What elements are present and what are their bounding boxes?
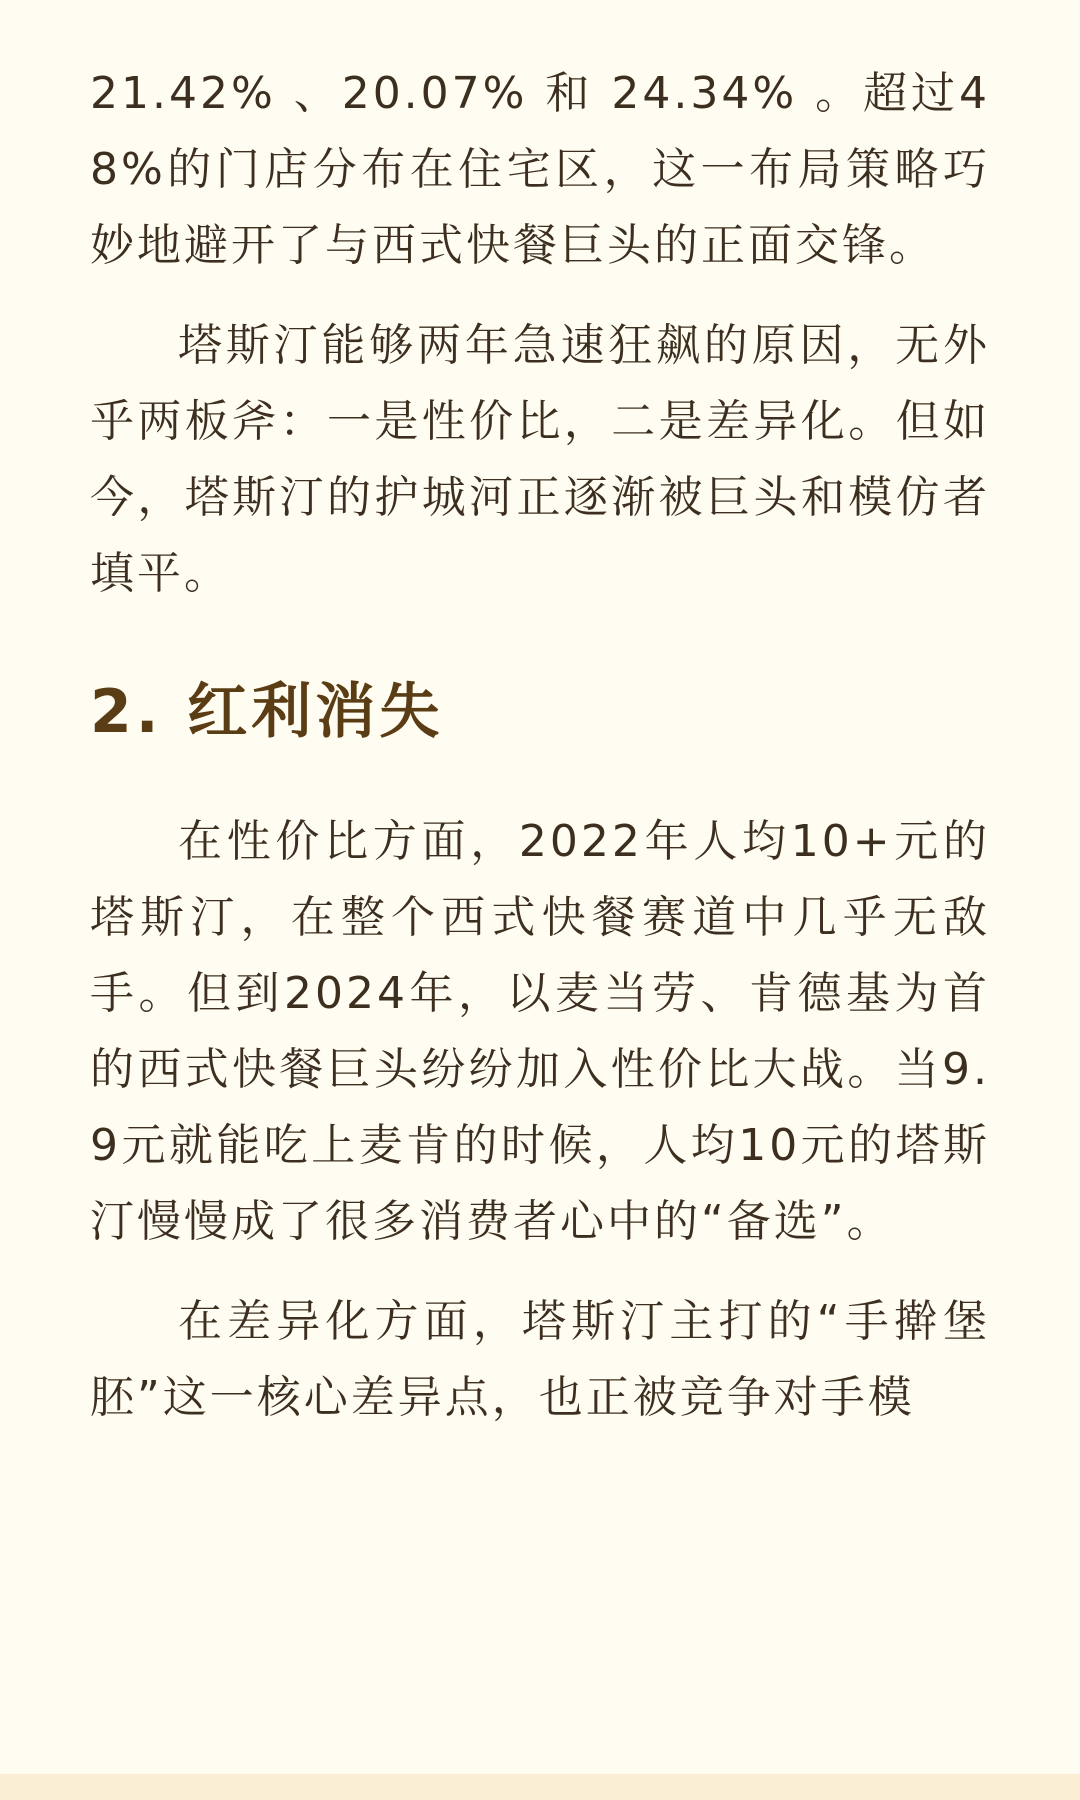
article-body [90,56,990,1436]
paragraph-value-for-money: 在性价比方面，2022年人均10+元的塔斯汀，在整个西式快餐赛道中几乎无敌手。但到2024年，以麦当劳、肯德基为首的西式快餐巨头纷纷加入性价比大战。当9.9元就能吃上麦肯的时候，人均10元的塔斯汀慢慢成了很多消费者心中的“备选”。 [90,816,990,1247]
paragraph-growth-reasons: 塔斯汀能够两年急速狂飙的原因，无外乎两板斧：一是性价比，二是差异化。但如今，塔斯汀的护城河正逐渐被巨头和模仿者填平。 [90,320,990,599]
section-heading: 2. 红利消失 [90,677,444,747]
bottom-divider-band [0,1774,1080,1800]
paragraph-differentiation: 在差异化方面，塔斯汀主打的“手擀堡胚”这一核心差异点，也正被竞争对手模 [90,1296,990,1423]
paragraph-store-distribution: 21.42% 、20.07% 和 24.34% 。超过48%的门店分布在住宅区，这一布局策略巧妙地避开了与西式快餐巨头的正面交锋。 [90,68,990,271]
